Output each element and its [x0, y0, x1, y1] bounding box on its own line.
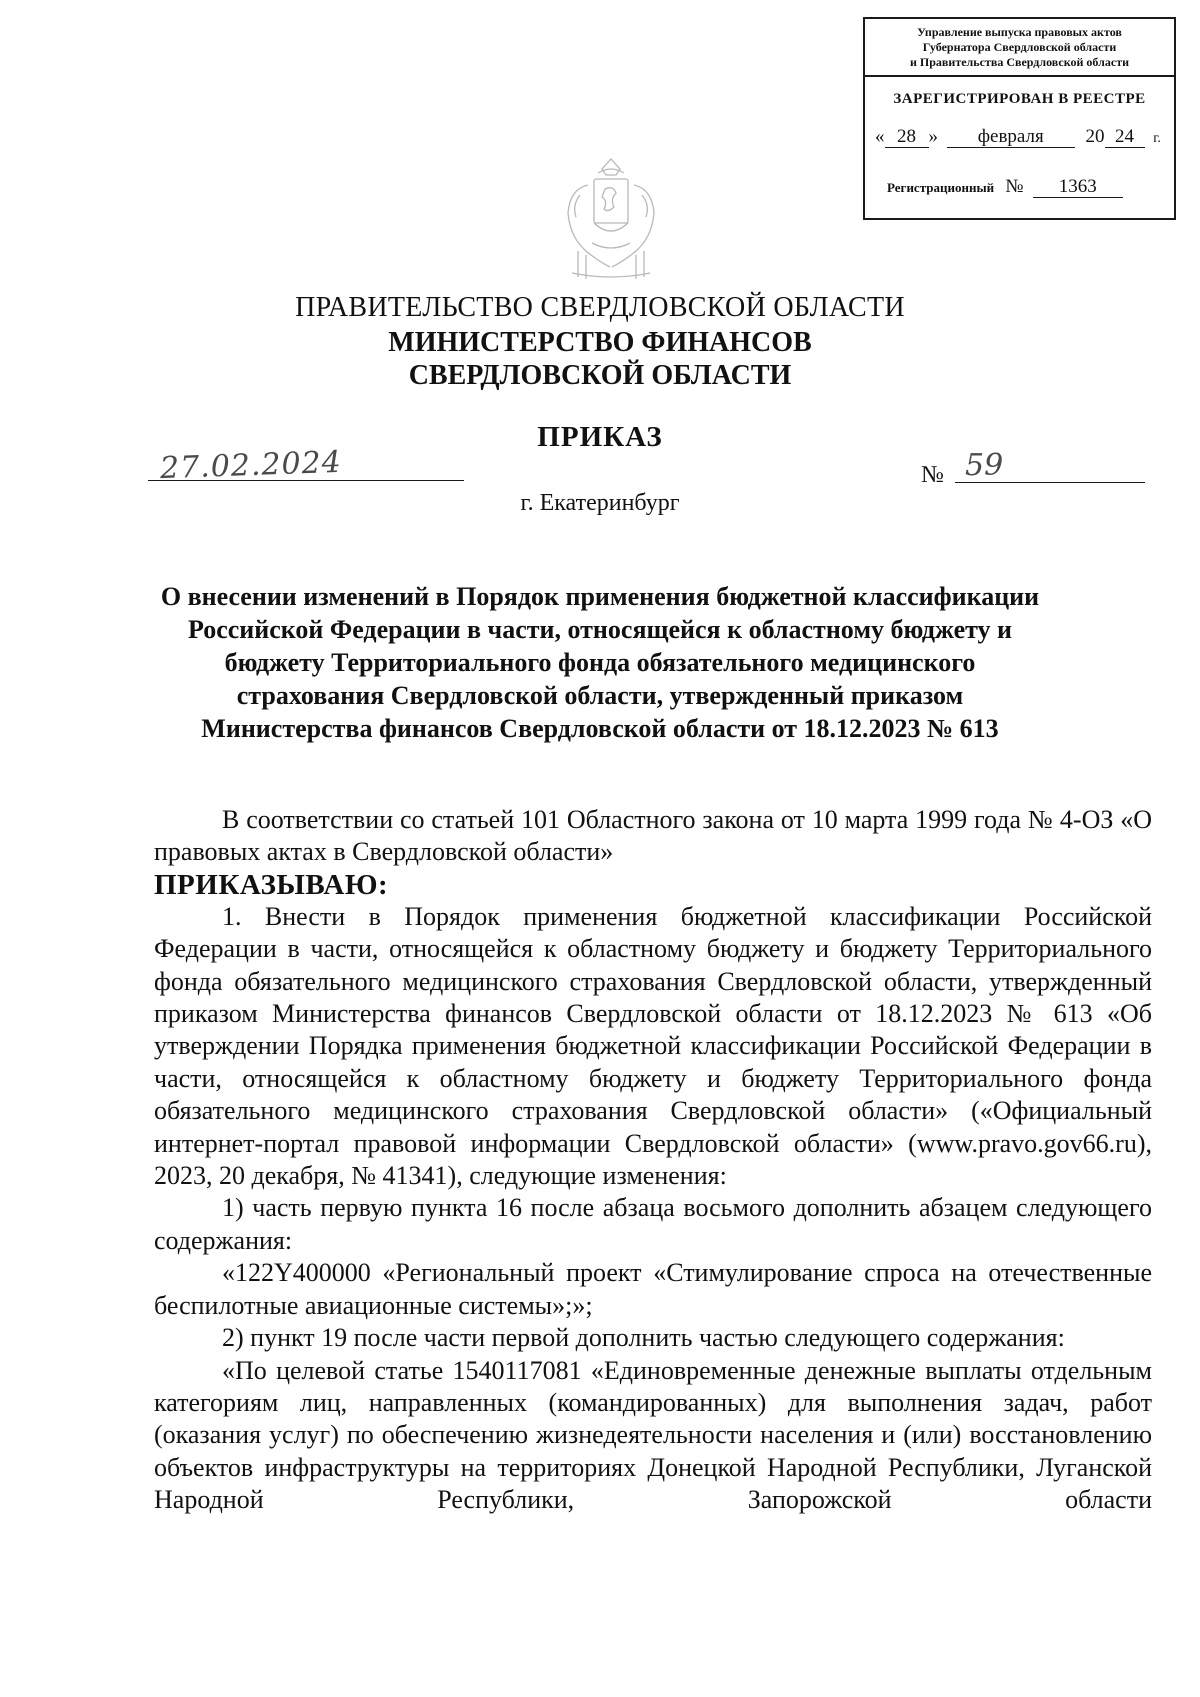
handwritten-date: 27.02.2024 [159, 444, 343, 487]
stamp-reg-number [887, 176, 1123, 198]
government-name: ПРАВИТЕЛЬСТВО СВЕРДЛОВСКОЙ ОБЛАСТИ [295, 292, 905, 323]
stamp-reg-symbol: № [1005, 176, 1024, 197]
stamp-date [875, 126, 1161, 148]
date-underline [148, 480, 464, 481]
order-word: ПРИКАЗЫВАЮ: [154, 868, 389, 901]
preamble: В соответствии со статьей 101 Областного закона от 10 марта 1999 года № 4-ОЗ «О правовых актах в Свердловской области» [154, 805, 1152, 867]
subitem-1: 1) часть первую пункта 16 после абзаца восьмого дополнить абзацем следующего содержания: [154, 1193, 1152, 1255]
stamp-office-line3: и Правительства Свердловской области [910, 55, 1129, 69]
subitem-2: 2) пункт 19 после части первой дополнить частью следующего содержания: [222, 1323, 1065, 1353]
stamp-reg-label: Регистрационный [887, 180, 995, 195]
quote-1: «122Y400000 «Региональный проект «Стимулирование спроса на отечественные беспилотные авиационные системы»;»; [154, 1258, 1152, 1320]
stamp-registered: ЗАРЕГИСТРИРОВАН В РЕЕСТРЕ [893, 91, 1146, 107]
ministry-name-line2: СВЕРДЛОВСКОЙ ОБЛАСТИ [408, 360, 792, 391]
stamp-office [865, 19, 1174, 77]
item-1: 1. Внести в Порядок применения бюджетной классификации Российской Федерации в части, относящейся к областному бюджету и бюджету Территориального фонда обязательного медицинского страхования Свердловской области, утвержденный приказом Министерства финансов Свердловской области от 18.12.2023 № 613 «Об утверждении Порядка применения бюджетной классификации Российской Федерации в части, относящейся к областному бюджету и бюджету Территориального фонда обязательного медицинского страхования Свердловской области» («Официальный интернет-портал правовой информации Свердловской области» (www.pravo.gov66.ru), 2023, 20 декабря, № 41341), следующие изменения: [154, 901, 1152, 1191]
stamp-quote-open: « [875, 126, 885, 147]
handwritten-number: 59 [965, 448, 1004, 483]
stamp-year-abbr: г. [1153, 131, 1161, 146]
city: г. Екатеринбург [520, 490, 680, 516]
stamp-year-suffix: 24 [1105, 127, 1145, 148]
document-title: О внесении изменений в Порядок применения бюджетной классификации Российской Федерации в части, относящейся к областному бюджету и бюджету Территориального фонда обязательного медицинского страхования Свердловской области, утвержденный приказом Министерства финансов Свердловской области от 18.12.2023 № 613 [160, 582, 1040, 743]
ministry-name-line1: МИНИСТЕРСТВО ФИНАНСОВ [388, 327, 812, 358]
coat-of-arms-icon [558, 155, 664, 282]
order-number-label: № [921, 462, 944, 488]
stamp-year-prefix: 20 [1085, 126, 1105, 147]
stamp-office-line1: Управление выпуска правовых актов [917, 25, 1122, 39]
registry-stamp [863, 17, 1176, 220]
number-underline [955, 482, 1145, 483]
stamp-day: 28 [885, 127, 929, 148]
stamp-quote-close: » [928, 126, 938, 147]
document-body [154, 804, 1152, 1517]
stamp-office-line2: Губернатора Свердловской области [922, 40, 1117, 54]
stamp-reg-value: 1363 [1033, 177, 1123, 198]
stamp-month: февраля [947, 127, 1075, 148]
document-type: ПРИКАЗ [537, 421, 663, 453]
quote-2: «По целевой статье 1540117081 «Единовременные денежные выплаты отдельным категориям лиц, направленных (командированных) для выполнения задач, работ (оказания услуг) по обеспечению жизнедеятельности населения и (или) восстановлению объектов инфраструктуры на территориях Донецкой Народной Республики, Луганской Народной Республики, Запорожской области [154, 1355, 1152, 1515]
